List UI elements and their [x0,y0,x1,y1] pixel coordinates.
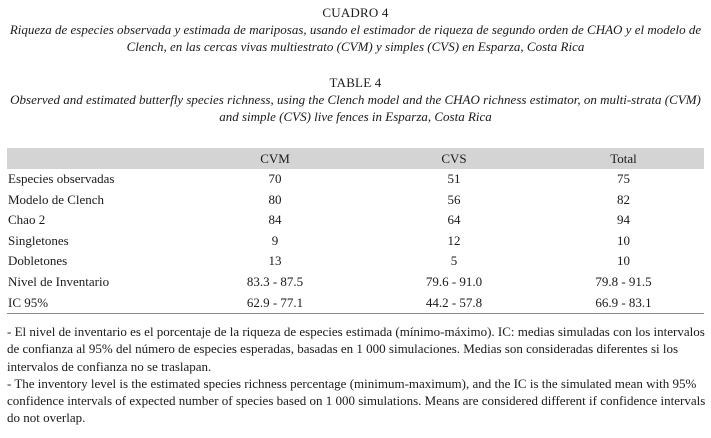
caption-english-label: TABLE 4 [329,75,382,90]
species-richness-table [7,148,704,314]
cell-cvs: 5 [450,253,458,269]
table-row [7,190,704,211]
cell-total: 10 [617,253,630,269]
cell-total: 75 [617,171,630,187]
table-row [7,251,704,272]
cell-cvs: 51 [447,171,461,187]
cell-cvm: 62.9 - 77.1 [185,292,365,314]
row-label: Chao 2 [8,212,46,228]
cell-cvs: 12 [447,232,461,248]
caption-spanish-text: Riqueza de especies observada y estimada de mariposas, usando el estimador de riqueza de segundo orden de CHAO y el modelo de Clench, en las cercas vivas multiestrato (CVM) y simples (CVS) en Esparza, Costa Rica [9,22,702,54]
header-cell-cvs: CVS [365,148,543,169]
cell-cvm: 84 [268,212,282,228]
cell-cvm: 80 [268,191,282,207]
caption-english-text: Observed and estimated butterfly species richness, using the Clench model and the CHAO richness estimator, on multi-strata (CVM) and simple (CVS) live fences in Esparza, Costa Rica [10,92,701,124]
cell-total: 10 [617,232,630,248]
cell-cvs: 56 [447,191,461,207]
caption-spanish-label: CUADRO 4 [322,5,389,20]
row-label: Especies observadas [8,171,115,187]
row-label: Modelo de Clench [8,191,105,207]
cell-cvm: 9 [271,232,279,248]
table-row [7,231,704,252]
cell-total: 94 [617,212,630,228]
table-row [7,169,704,190]
table-row [7,210,704,231]
cell-cvm: 13 [268,253,282,269]
caption-spanish [0,4,711,55]
cell-total: 66.9 - 83.1 [543,292,704,314]
cell-cvm: 70 [268,171,282,187]
row-label: Nivel de Inventario [8,273,110,289]
row-label: IC 95% [7,292,185,314]
cell-cvs: 64 [447,212,461,228]
cell-cvm: 83.3 - 87.5 [246,273,304,289]
table-row [7,272,704,293]
table-row [7,292,704,314]
cell-cvs: 44.2 - 57.8 [365,292,543,314]
row-label: Dobletones [8,253,68,269]
header-cell-empty [7,148,185,169]
header-cell-cvm: CVM [185,148,365,169]
cell-total: 82 [617,191,630,207]
cell-cvs: 79.6 - 91.0 [425,273,483,289]
cell-total: 79.8 - 91.5 [595,273,652,289]
table-header-row [7,148,704,169]
caption-english [0,74,711,125]
table-notes [7,323,707,427]
header-cell-total: Total [543,148,704,169]
note-english: - The inventory level is the estimated species richness percentage (minimum-maximum), and the IC is the simulated mean with 95% confidence intervals of expected number of species based on 1 000 simulations. Means are considered different if confidence intervals do not overlap. [7,375,706,426]
note-spanish: - El nivel de inventario es el porcentaje de la riqueza de especies estimada (mínimo-máximo). IC: medias simuladas con los intervalos de confianza al 95% del número de especies esperadas, basadas en 1 000 simulaciones. Medias son consideradas diferentes si los intervalos de confianza no se traslapan. [7,324,705,374]
row-label: Singletones [8,232,69,248]
